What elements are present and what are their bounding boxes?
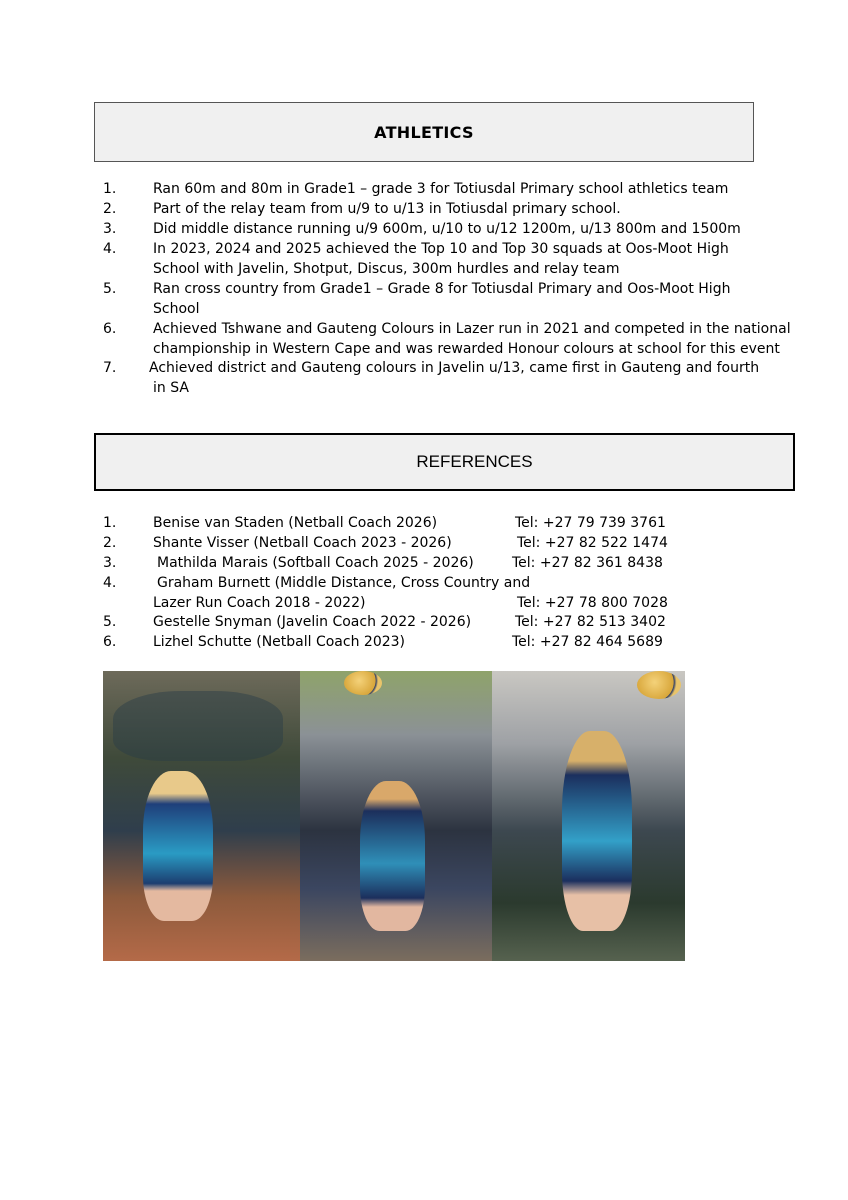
- reference-name: Graham Burnett (Middle Distance, Cross Country and: [157, 575, 531, 591]
- list-item: Achieved district and Gauteng colours in Javelin u/13, came first in Gauteng and fourth: [149, 360, 760, 376]
- list-item-number: 2.: [103, 535, 117, 551]
- reference-name: Lizhel Schutte (Netball Coach 2023): [153, 634, 405, 650]
- list-item-number: 3.: [103, 555, 117, 571]
- list-item-number: 4.: [103, 575, 117, 591]
- references-heading-box: [94, 433, 795, 491]
- list-item-number: 3.: [103, 221, 117, 237]
- list-item-number: 7.: [103, 360, 117, 376]
- list-item: Achieved Tshwane and Gauteng Colours in Lazer run in 2021 and competed in the national: [153, 321, 791, 337]
- reference-phone: Tel: +27 82 361 8438: [512, 555, 663, 571]
- list-item-number: 6.: [103, 321, 117, 337]
- list-item-continuation: School with Javelin, Shotput, Discus, 300m hurdles and relay team: [153, 261, 620, 277]
- list-item-number: 4.: [103, 241, 117, 257]
- list-item-number: 2.: [103, 201, 117, 217]
- reference-name: Shante Visser (Netball Coach 2023 - 2026): [153, 535, 452, 551]
- list-item: Part of the relay team from u/9 to u/13 in Totiusdal primary school.: [153, 201, 621, 217]
- list-item: Ran cross country from Grade1 – Grade 8 for Totiusdal Primary and Oos-Moot High: [153, 281, 731, 297]
- list-item-number: 1.: [103, 515, 117, 531]
- list-item-continuation: in SA: [153, 380, 189, 396]
- reference-phone: Tel: +27 78 800 7028: [517, 595, 668, 611]
- list-item-continuation: School: [153, 301, 200, 317]
- list-item: Did middle distance running u/9 600m, u/10 to u/12 1200m, u/13 800m and 1500m: [153, 221, 741, 237]
- list-item-continuation: championship in Western Cape and was rewarded Honour colours at school for this event: [153, 341, 780, 357]
- list-item-number: 5.: [103, 614, 117, 630]
- list-item-number: 6.: [103, 634, 117, 650]
- references-title: REFERENCES: [416, 452, 533, 471]
- netball-photo-2: [300, 671, 492, 961]
- reference-phone: Tel: +27 82 513 3402: [515, 614, 666, 630]
- netball-photo-strip: [103, 671, 685, 961]
- list-item: In 2023, 2024 and 2025 achieved the Top 10 and Top 30 squads at Oos-Moot High: [153, 241, 729, 257]
- athletics-title: ATHLETICS: [374, 122, 474, 142]
- netball-photo-3: [492, 671, 685, 961]
- list-item-number: 5.: [103, 281, 117, 297]
- reference-phone: Tel: +27 82 464 5689: [512, 634, 663, 650]
- reference-name: Gestelle Snyman (Javelin Coach 2022 - 2026): [153, 614, 472, 630]
- reference-phone: Tel: +27 82 522 1474: [517, 535, 668, 551]
- athletics-heading-box: [94, 102, 754, 162]
- list-item: Ran 60m and 80m in Grade1 – grade 3 for Totiusdal Primary school athletics team: [153, 181, 729, 197]
- reference-name: Benise van Staden (Netball Coach 2026): [153, 515, 438, 531]
- netball-photo-1: [103, 671, 300, 961]
- reference-name: Mathilda Marais (Softball Coach 2025 - 2026): [157, 555, 474, 571]
- reference-name-continuation: Lazer Run Coach 2018 - 2022): [153, 595, 366, 611]
- list-item-number: 1.: [103, 181, 117, 197]
- reference-phone: Tel: +27 79 739 3761: [515, 515, 666, 531]
